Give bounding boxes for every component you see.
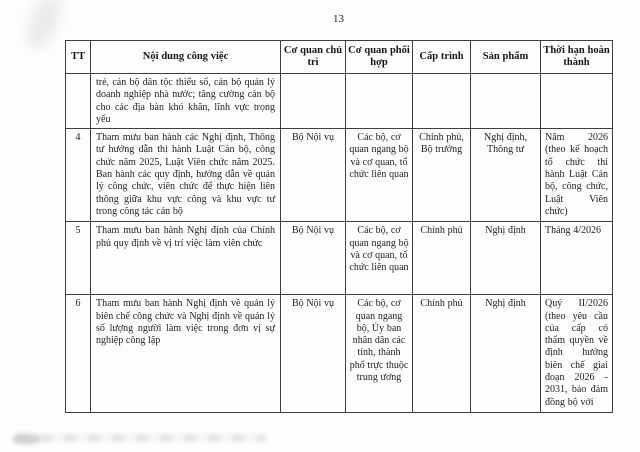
cell-tt: 5 <box>66 222 91 295</box>
cell-product <box>471 74 541 129</box>
table-row-continuation <box>66 74 613 129</box>
table-row-4 <box>66 129 613 222</box>
cell-content: Tham mưu ban hành Nghị định của Chính phủ quy định về vị trí việc làm viên chức <box>91 222 281 295</box>
cell-coop-agency: Các bộ, cơ quan ngang bộ, Ủy ban nhân dân các tỉnh, thành phố trực thuộc trung ương <box>346 295 413 413</box>
cell-content: trẻ, cán bộ dân tộc thiểu số, cán bộ quản lý doanh nghiệp nhà nước; tăng cường cán bộ cho các địa bàn khó khăn, lĩnh vực trọng yếu <box>91 74 281 129</box>
cell-coop-agency: Các bộ, cơ quan ngang bộ và cơ quan, tổ chức liên quan <box>346 129 413 222</box>
table-header-row <box>66 41 613 74</box>
table-row-5 <box>66 222 613 295</box>
cell-content: Tham mưu ban hành các Nghị định, Thông tư hướng dẫn thi hành Luật Cán bộ, công chức năm 2025, Luật Viên chức năm 2025. Ban hành các quy định, hướng dẫn về quản lý công chức, viên chức để thực hiện liên thông giữa khu vực công và khu vực tư trong công tác cán bộ <box>91 129 281 222</box>
col-header-content: Nội dung công việc <box>91 41 281 74</box>
cell-tt <box>66 74 91 129</box>
cell-submit-level: Chính phủ <box>413 222 471 295</box>
cell-tt: 4 <box>66 129 91 222</box>
cell-product: Nghị định <box>471 295 541 413</box>
cell-submit-level <box>413 74 471 129</box>
cell-tt: 6 <box>66 295 91 413</box>
table-row-6 <box>66 295 613 413</box>
col-header-submit-level: Cấp trình <box>413 41 471 74</box>
scan-noise-bottom-blob <box>13 434 40 444</box>
cell-lead-agency: Bộ Nội vụ <box>281 129 346 222</box>
col-header-tt: TT <box>66 41 91 74</box>
cell-deadline: Tháng 4/2026 <box>541 222 613 295</box>
page-number: 13 <box>333 13 344 25</box>
cell-deadline: Quý II/2026 (theo yêu cầu của cấp có thẩm quyền về định hướng biên chế giai đoạn 2026 - 2031, bảo đảm đồng bộ với <box>541 295 613 413</box>
cell-product: Nghị định <box>471 222 541 295</box>
cell-lead-agency: Bộ Nội vụ <box>281 222 346 295</box>
col-header-deadline: Thời hạn hoàn thành <box>541 41 613 74</box>
cell-product: Nghị định, Thông tư <box>471 129 541 222</box>
cell-lead-agency <box>281 74 346 129</box>
cell-submit-level: Chính phủ <box>413 295 471 413</box>
cell-deadline: Năm 2026 (theo kế hoạch tổ chức thi hành Luật Cán bộ, công chức, Luật Viên chức) <box>541 129 613 222</box>
col-header-lead-agency: Cơ quan chủ trì <box>281 41 346 74</box>
cell-lead-agency: Bộ Nội vụ <box>281 295 346 413</box>
work-plan-table <box>65 40 613 413</box>
col-header-coop-agency: Cơ quan phối hợp <box>346 41 413 74</box>
scan-smudge-top-left <box>20 0 68 53</box>
scan-noise-bottom <box>16 434 266 442</box>
cell-coop-agency <box>346 74 413 129</box>
col-header-product: Sản phẩm <box>471 41 541 74</box>
cell-submit-level: Chính phủ, Bộ trưởng <box>413 129 471 222</box>
cell-content: Tham mưu ban hành Nghị định về quản lý biên chế công chức và Nghị định về quản lý số lượng người làm việc trong đơn vị sự nghiệp công lập <box>91 295 281 413</box>
cell-deadline <box>541 74 613 129</box>
cell-coop-agency: Các bộ, cơ quan ngang bộ và cơ quan, tổ chức liên quan <box>346 222 413 295</box>
